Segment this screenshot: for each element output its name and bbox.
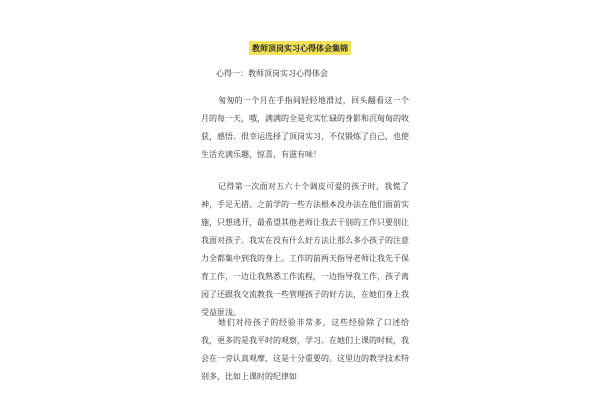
section-heading: 心得一：教师顶岗实习心得体会 [216, 69, 328, 78]
paragraph-1: 匆匆的一个月在手指间轻轻地滑过，回头翻看这一个月的每一天，哦，满满的全是充实忙碌的身影和沉甸甸的收获，感悟。很幸运选择了顶岗实习，不仅锻炼了自己，也使生活充满乐趣，惊喜，有滋有味！ [201, 96, 409, 159]
document-title: 教师顶岗实习心得体会集锦 [249, 41, 351, 55]
paragraph-2: 记得第一次面对五六十个调皮可爱的孩子时，我慌了神，手足无措。之前学的一些方法根本没办法在他们面前实施，只想逃开，最希望其他老师让我去干别的工作只要别让我面对孩子。我实在没有什么好方法让那么多小孩子的注意力全都集中到我的身上。工作的前两天指导老师让我先干保育工作，一边让我熟悉工作流程，一边指导我工作，孩子离园了还跟我交流教我一些管理孩子的好方法，在她们身上我受益匪浅。 [201, 182, 409, 317]
paragraph-3: 她们对待孩子的经验非常多，这些经验除了口述给我，更多的是我平时的观察，学习。在她们上课的时候，我会在一旁认真观摩，这是十分重要的。这里边的教学技术特别多，比如上课时的纪律如 [201, 318, 409, 381]
title-row [0, 36, 600, 55]
